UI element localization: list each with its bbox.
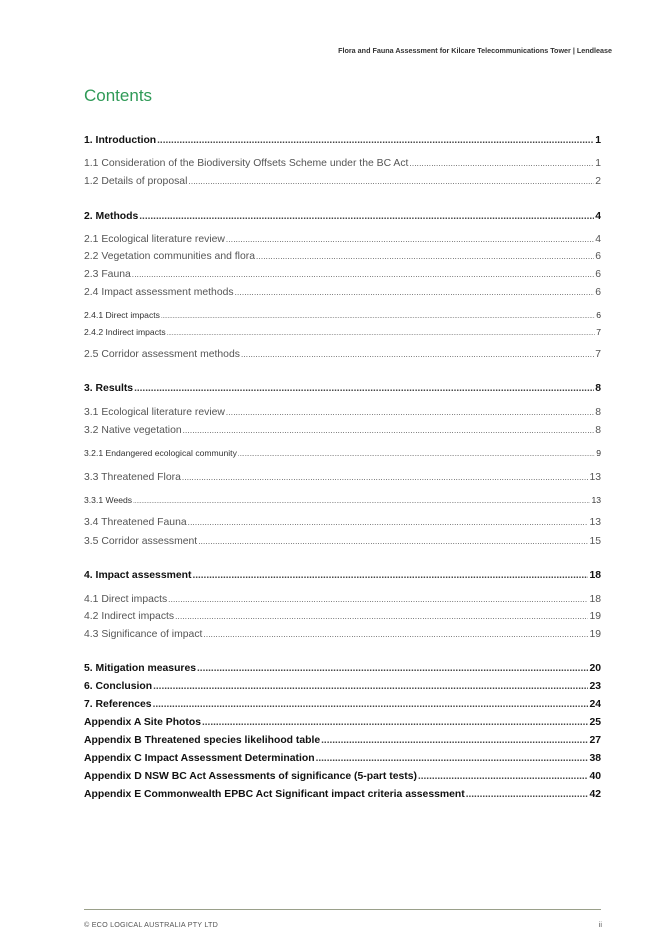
toc-dot-leader (183, 426, 595, 435)
toc-dot-leader (157, 135, 594, 146)
toc-dot-leader (192, 570, 588, 581)
toc-entry-title: Appendix A Site Photos (84, 717, 201, 728)
toc-entry-title: Appendix D NSW BC Act Assessments of significance (5-part tests) (84, 771, 417, 782)
toc-dot-leader (168, 595, 588, 604)
toc-entry-title: 4. Impact assessment (84, 570, 192, 581)
toc-dot-leader (256, 252, 594, 261)
toc-dot-leader (202, 717, 588, 728)
toc-entry[interactable] (84, 735, 601, 746)
toc-entry-page: 9 (596, 448, 601, 458)
toc-entry-page: 19 (589, 611, 601, 622)
toc-dot-leader (226, 235, 594, 244)
toc-dot-leader (226, 408, 594, 417)
toc-entry-title: 2.4.1 Direct impacts (84, 310, 160, 320)
toc-entry[interactable] (84, 753, 601, 764)
toc-dot-leader (188, 177, 594, 186)
running-header: Flora and Fauna Assessment for Kilcare Telecommunications Tower | Lendlease (338, 46, 612, 55)
toc-dot-leader (235, 288, 595, 297)
toc-dot-leader (132, 270, 594, 279)
toc-entry[interactable] (84, 536, 601, 547)
toc-dot-leader (238, 452, 595, 458)
toc-entry-title: 4.3 Significance of impact (84, 629, 203, 640)
toc-entry-page: 18 (589, 570, 601, 581)
toc-entry[interactable] (84, 158, 601, 169)
toc-entry-title: 3.2.1 Endangered ecological community (84, 448, 237, 458)
toc-entry-page: 8 (595, 425, 601, 436)
toc-entry-page: 18 (589, 594, 601, 605)
toc-entry-page: 13 (589, 472, 601, 483)
toc-entry[interactable] (84, 771, 601, 782)
toc-entry-title: 4.2 Indirect impacts (84, 611, 175, 622)
toc-entry-page: 25 (589, 717, 601, 728)
toc-dot-leader (409, 159, 594, 168)
toc-dot-leader (418, 771, 588, 782)
toc-entry[interactable] (84, 176, 601, 187)
toc-dot-leader (139, 211, 594, 222)
toc-entry-page: 8 (595, 407, 601, 418)
toc-entry-title: 3.5 Corridor assessment (84, 536, 198, 547)
toc-entry[interactable] (84, 383, 601, 394)
toc-entry-title: 3.4 Threatened Fauna (84, 517, 187, 528)
toc-entry[interactable] (84, 407, 601, 418)
toc-entry[interactable] (84, 234, 601, 245)
toc-entry-page: 6 (595, 251, 601, 262)
toc-dot-leader (197, 663, 588, 674)
toc-entry[interactable] (84, 663, 601, 674)
toc-dot-leader (153, 681, 588, 692)
toc-entry[interactable] (84, 681, 601, 692)
toc-entry-page: 13 (589, 517, 601, 528)
toc-entry-page: 19 (589, 629, 601, 640)
toc-entry-title: 2.2 Vegetation communities and flora (84, 251, 255, 262)
toc-entry-title: 3.2 Native vegetation (84, 425, 182, 436)
toc-entry-title: 1.2 Details of proposal (84, 176, 188, 187)
toc-entry[interactable] (84, 570, 601, 581)
footer-copyright: © ECO LOGICAL AUSTRALIA PTY LTD (84, 920, 218, 929)
toc-entry[interactable] (84, 269, 601, 280)
toc-entry-title: 6. Conclusion (84, 681, 153, 692)
toc-dot-leader (466, 789, 589, 800)
toc-entry[interactable] (84, 448, 601, 458)
toc-entry-title: 2.4 Impact assessment methods (84, 287, 234, 298)
toc-dot-leader (167, 331, 596, 337)
toc-entry[interactable] (84, 135, 601, 146)
toc-entry-title: 2.4.2 Indirect impacts (84, 327, 166, 337)
toc-entry-page: 4 (595, 234, 601, 245)
toc-entry-title: 5. Mitigation measures (84, 663, 197, 674)
toc-entry-page: 2 (595, 176, 601, 187)
toc-entry[interactable] (84, 594, 601, 605)
toc-entry-title: Appendix E Commonwealth EPBC Act Significant impact criteria assessment (84, 789, 465, 800)
toc-entry-page: 7 (595, 349, 601, 360)
toc-entry-title: 2. Methods (84, 211, 139, 222)
toc-entry[interactable] (84, 629, 601, 640)
toc-entry[interactable] (84, 251, 601, 262)
toc-entry-page: 8 (595, 383, 601, 394)
toc-entry-page: 13 (591, 495, 601, 505)
toc-entry-title: 1. Introduction (84, 135, 157, 146)
toc-entry[interactable] (84, 495, 601, 505)
toc-entry-title: 2.1 Ecological literature review (84, 234, 225, 245)
toc-entry-page: 6 (596, 310, 601, 320)
toc-entry[interactable] (84, 517, 601, 528)
toc-entry-page: 6 (595, 269, 601, 280)
toc-entry[interactable] (84, 310, 601, 320)
toc-entry[interactable] (84, 327, 601, 337)
toc-entry[interactable] (84, 287, 601, 298)
toc-entry-title: 3. Results (84, 383, 134, 394)
toc-entry-page: 1 (595, 135, 601, 146)
toc-entry[interactable] (84, 349, 601, 360)
toc-entry-page: 40 (589, 771, 601, 782)
toc-entry-page: 42 (589, 789, 601, 800)
toc-entry[interactable] (84, 789, 601, 800)
toc-entry-page: 27 (589, 735, 601, 746)
toc-entry-title: 4.1 Direct impacts (84, 594, 168, 605)
page-title: Contents (84, 86, 153, 105)
toc-entry-title: Appendix B Threatened species likelihood table (84, 735, 321, 746)
toc-entry-page: 4 (595, 211, 601, 222)
toc-entry-title: 3.3 Threatened Flora (84, 472, 181, 483)
toc-entry-page: 7 (596, 327, 601, 337)
toc-dot-leader (188, 518, 589, 527)
toc-dot-leader (153, 699, 589, 710)
toc-entry[interactable] (84, 611, 601, 622)
toc-dot-leader (316, 753, 589, 764)
toc-entry-title: 2.3 Fauna (84, 269, 131, 280)
toc-entry-page: 15 (589, 536, 601, 547)
toc-dot-leader (203, 630, 588, 639)
toc-entry-page: 38 (589, 753, 601, 764)
toc-dot-leader (134, 383, 594, 394)
toc-dot-leader (198, 537, 588, 546)
toc-dot-leader (321, 735, 588, 746)
toc-entry-page: 6 (595, 287, 601, 298)
toc-entry[interactable] (84, 717, 601, 728)
toc-entry[interactable] (84, 699, 601, 710)
toc-entry-page: 1 (595, 158, 601, 169)
toc-entry-page: 23 (589, 681, 601, 692)
toc-entry[interactable] (84, 211, 601, 222)
toc-entry[interactable] (84, 472, 601, 483)
toc-entry[interactable] (84, 425, 601, 436)
toc-dot-leader (241, 350, 594, 359)
toc-entry-title: 1.1 Consideration of the Biodiversity Offsets Scheme under the BC Act (84, 158, 409, 169)
toc-dot-leader (161, 314, 595, 320)
footer-divider (84, 909, 601, 910)
toc-entry-page: 20 (589, 663, 601, 674)
toc-entry-title: 3.3.1 Weeds (84, 495, 133, 505)
toc-dot-leader (182, 473, 589, 482)
toc-entry-title: 3.1 Ecological literature review (84, 407, 225, 418)
toc-entry-title: Appendix C Impact Assessment Determination (84, 753, 315, 764)
toc-dot-leader (133, 499, 590, 505)
toc-entry-page: 24 (589, 699, 601, 710)
toc-entry-title: 7. References (84, 699, 152, 710)
toc-entry-title: 2.5 Corridor assessment methods (84, 349, 240, 360)
toc-dot-leader (175, 612, 588, 621)
footer-page-number: ii (598, 920, 602, 929)
